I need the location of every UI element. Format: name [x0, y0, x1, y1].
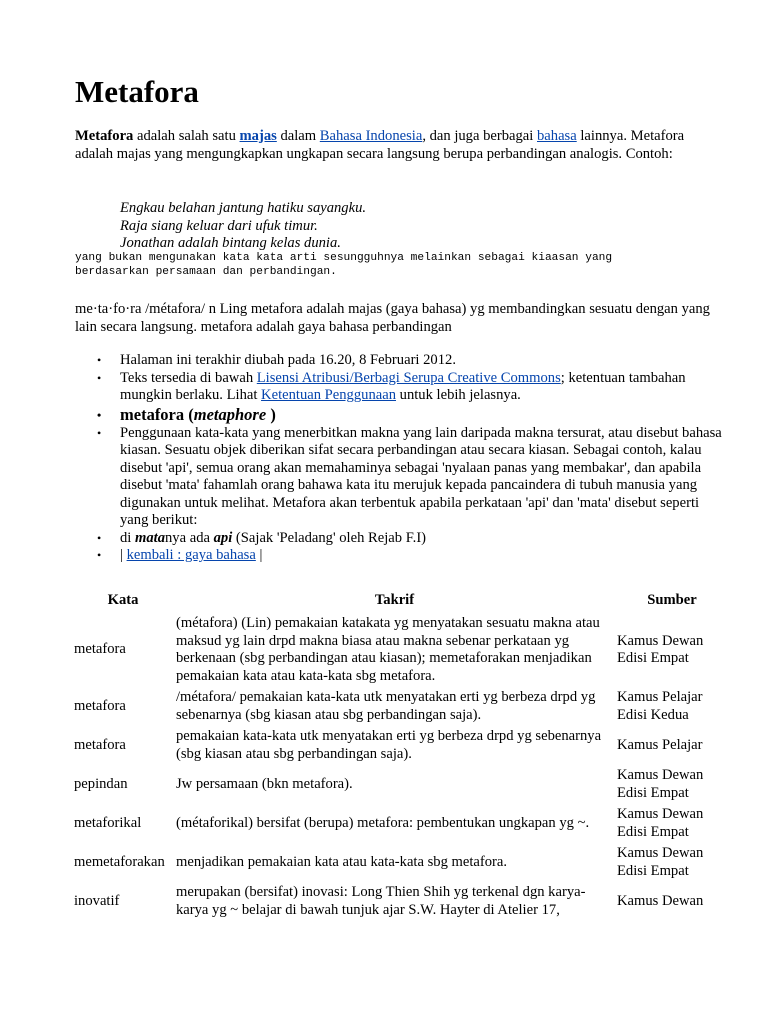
intro-paragraph — [75, 128, 715, 163]
example-line: Jonathan adalah bintang kelas dunia. — [120, 235, 341, 251]
intro-text-1: adalah salah satu — [133, 128, 240, 144]
bahasa-link[interactable]: bahasa — [537, 128, 577, 144]
list-item — [75, 405, 725, 425]
cell-takrif: menjadikan pemakaian kata atau kata-kata sbg metafora. — [176, 853, 508, 870]
nav-bar-right: | — [255, 547, 263, 563]
cell-sumber: Kamus Pelajar — [617, 736, 703, 753]
table-row — [72, 613, 729, 687]
definition-paragraph: me·ta·fo·ra /métafora/ n Ling metafora adalah majas (gaya bahasa) yg membandingkan sesuatu dengan yang lain secara langsung. metafora adalah gaya bahasa perbandingan — [75, 301, 710, 335]
example-nya-ada: nya ada — [165, 529, 214, 546]
header-kata: Kata — [107, 592, 139, 609]
metafora-heading-text: metafora ( — [120, 404, 194, 424]
table-row — [72, 726, 729, 765]
list-item — [75, 547, 725, 565]
cell-kata: metafora — [74, 641, 126, 658]
metafora-heading-close: ) — [266, 404, 276, 424]
cell-kata: metafora — [74, 736, 126, 753]
list-item — [75, 530, 725, 548]
cell-takrif: merupakan (bersifat) inovasi: Long Thien Shih yg terkenal dgn karya-karya yg ~ belajar di bawah tunjuk ajar S.W. Hayter di Atelier 17, — [176, 884, 586, 918]
terms-of-use-link[interactable]: Ketentuan Penggunaan — [261, 387, 396, 403]
cell-takrif: (métaforikal) bersifat (berupa) metafora: pembentukan ungkapan yg ~. — [176, 814, 590, 831]
dictionary-table — [72, 589, 729, 921]
header-takrif: Takrif — [374, 592, 415, 609]
cell-sumber: Kamus Dewan Edisi Empat — [617, 632, 704, 666]
cell-kata: metafora — [74, 697, 126, 714]
cell-sumber: Kamus Dewan Edisi Empat — [617, 845, 704, 879]
metaphore-term: metaphore — [193, 404, 267, 424]
example-api: api — [213, 529, 233, 546]
nav-bar-left: | — [120, 547, 127, 563]
example-line: Raja siang keluar dari ufuk timur. — [120, 217, 318, 234]
cell-kata: inovatif — [74, 892, 120, 909]
monospace-note: yang bukan mengunakan kata kata arti sesungguhnya melainkan sebagai kiaasan yang berdasarkan persamaan dan perbandingan. — [75, 252, 613, 278]
cell-takrif: Jw persamaan (bkn metafora). — [176, 775, 353, 792]
last-modified-text: Halaman ini terakhir diubah pada 16.20, 8 Februari 2012. — [120, 352, 456, 368]
cell-sumber: Kamus Dewan Edisi Empat — [617, 806, 704, 840]
page-title: Metafora — [75, 74, 199, 109]
info-list — [75, 352, 725, 565]
table-row — [72, 804, 729, 843]
example-line: Engkau belahan jantung hatiku sayangku. — [120, 200, 367, 216]
example-source: (Sajak 'Peladang' oleh Rejab F.I) — [232, 529, 427, 546]
intro-term: Metafora — [75, 128, 134, 144]
list-item — [75, 370, 725, 405]
back-to-figures-of-speech-link[interactable]: kembali : gaya bahasa — [126, 547, 256, 563]
list-item — [75, 425, 725, 530]
list-item — [75, 352, 725, 370]
cell-takrif: /métafora/ pemakaian kata-kata utk menyatakan erti yg berbeza drpd yg sebenarnya (sbg kiasan atau sbg perbandingan saja). — [176, 689, 596, 723]
bahasa-indonesia-link[interactable]: Bahasa Indonesia — [319, 128, 423, 144]
cell-sumber: Kamus Dewan — [617, 892, 704, 909]
cell-takrif: pemakaian kata-kata utk menyatakan erti yg berbeza drpd yg sebenarnya (sbg kiasan atau sbg perbandingan saja). — [176, 728, 602, 762]
intro-text-4: lainnya. Metafora adalah majas yang mengungkapkan ungkapan secara langsung berupa perbandingan analogis. Contoh: — [75, 128, 685, 162]
example-verses — [120, 200, 366, 253]
license-text-1: Teks tersedia di bawah — [120, 369, 257, 386]
header-sumber: Sumber — [647, 592, 697, 609]
cell-kata: metaforikal — [74, 814, 142, 831]
table-row — [72, 882, 729, 921]
example-di: di — [120, 529, 135, 546]
cell-sumber: Kamus Dewan Edisi Empat — [617, 767, 704, 801]
license-text-3: untuk lebih jelasnya. — [396, 387, 521, 403]
cell-sumber: Kamus Pelajar Edisi Kedua — [617, 689, 703, 723]
license-text-2: ; ketentuan tambahan mungkin berlaku. Lihat — [120, 369, 686, 403]
table-body — [72, 613, 729, 921]
intro-text-2: dalam — [276, 128, 320, 144]
intro-text-3: , dan juga berbagai — [422, 128, 537, 144]
example-mata: mata — [135, 529, 165, 546]
table-row — [72, 765, 729, 804]
majas-link[interactable]: majas — [239, 128, 277, 144]
table-row — [72, 843, 729, 882]
table-header-row — [72, 589, 729, 613]
cell-kata: pepindan — [74, 775, 128, 792]
license-link[interactable]: Lisensi Atribusi/Berbagi Serupa Creative Commons — [256, 369, 561, 386]
cell-kata: memetaforakan — [74, 853, 165, 870]
usage-explanation: Penggunaan kata-kata yang menerbitkan makna yang lain daripada makna tersurat, atau disebut bahasa kiasan. Sesuatu objek diberikan sifat secara perbandingan atau secara kiasan. Sebagai contoh, kalau disebut 'api', semua orang akan memahaminya sebagai 'nyalaan panas yang membakar', dan apabila disebut 'mata' fahamlah orang bahawa kata itu merujuk kepada pancaindera di tubuh manusia yang digunakan untuk melihat. Metafora akan terbentuk apabila perkataan 'api' dan 'mata' disebut seperti yang berikut: — [120, 424, 722, 528]
cell-takrif: (métafora) (Lin) pemakaian katakata yg menyatakan sesuatu makna atau maksud yg lain drpd makna biasa atau makna sebenar perkataan yg berkenaan (sbg perbandingan atau kiasan); memetaforakan menjadikan pemakaian kata atau kata-kata sbg metafora. — [176, 615, 600, 684]
table-row — [72, 687, 729, 726]
